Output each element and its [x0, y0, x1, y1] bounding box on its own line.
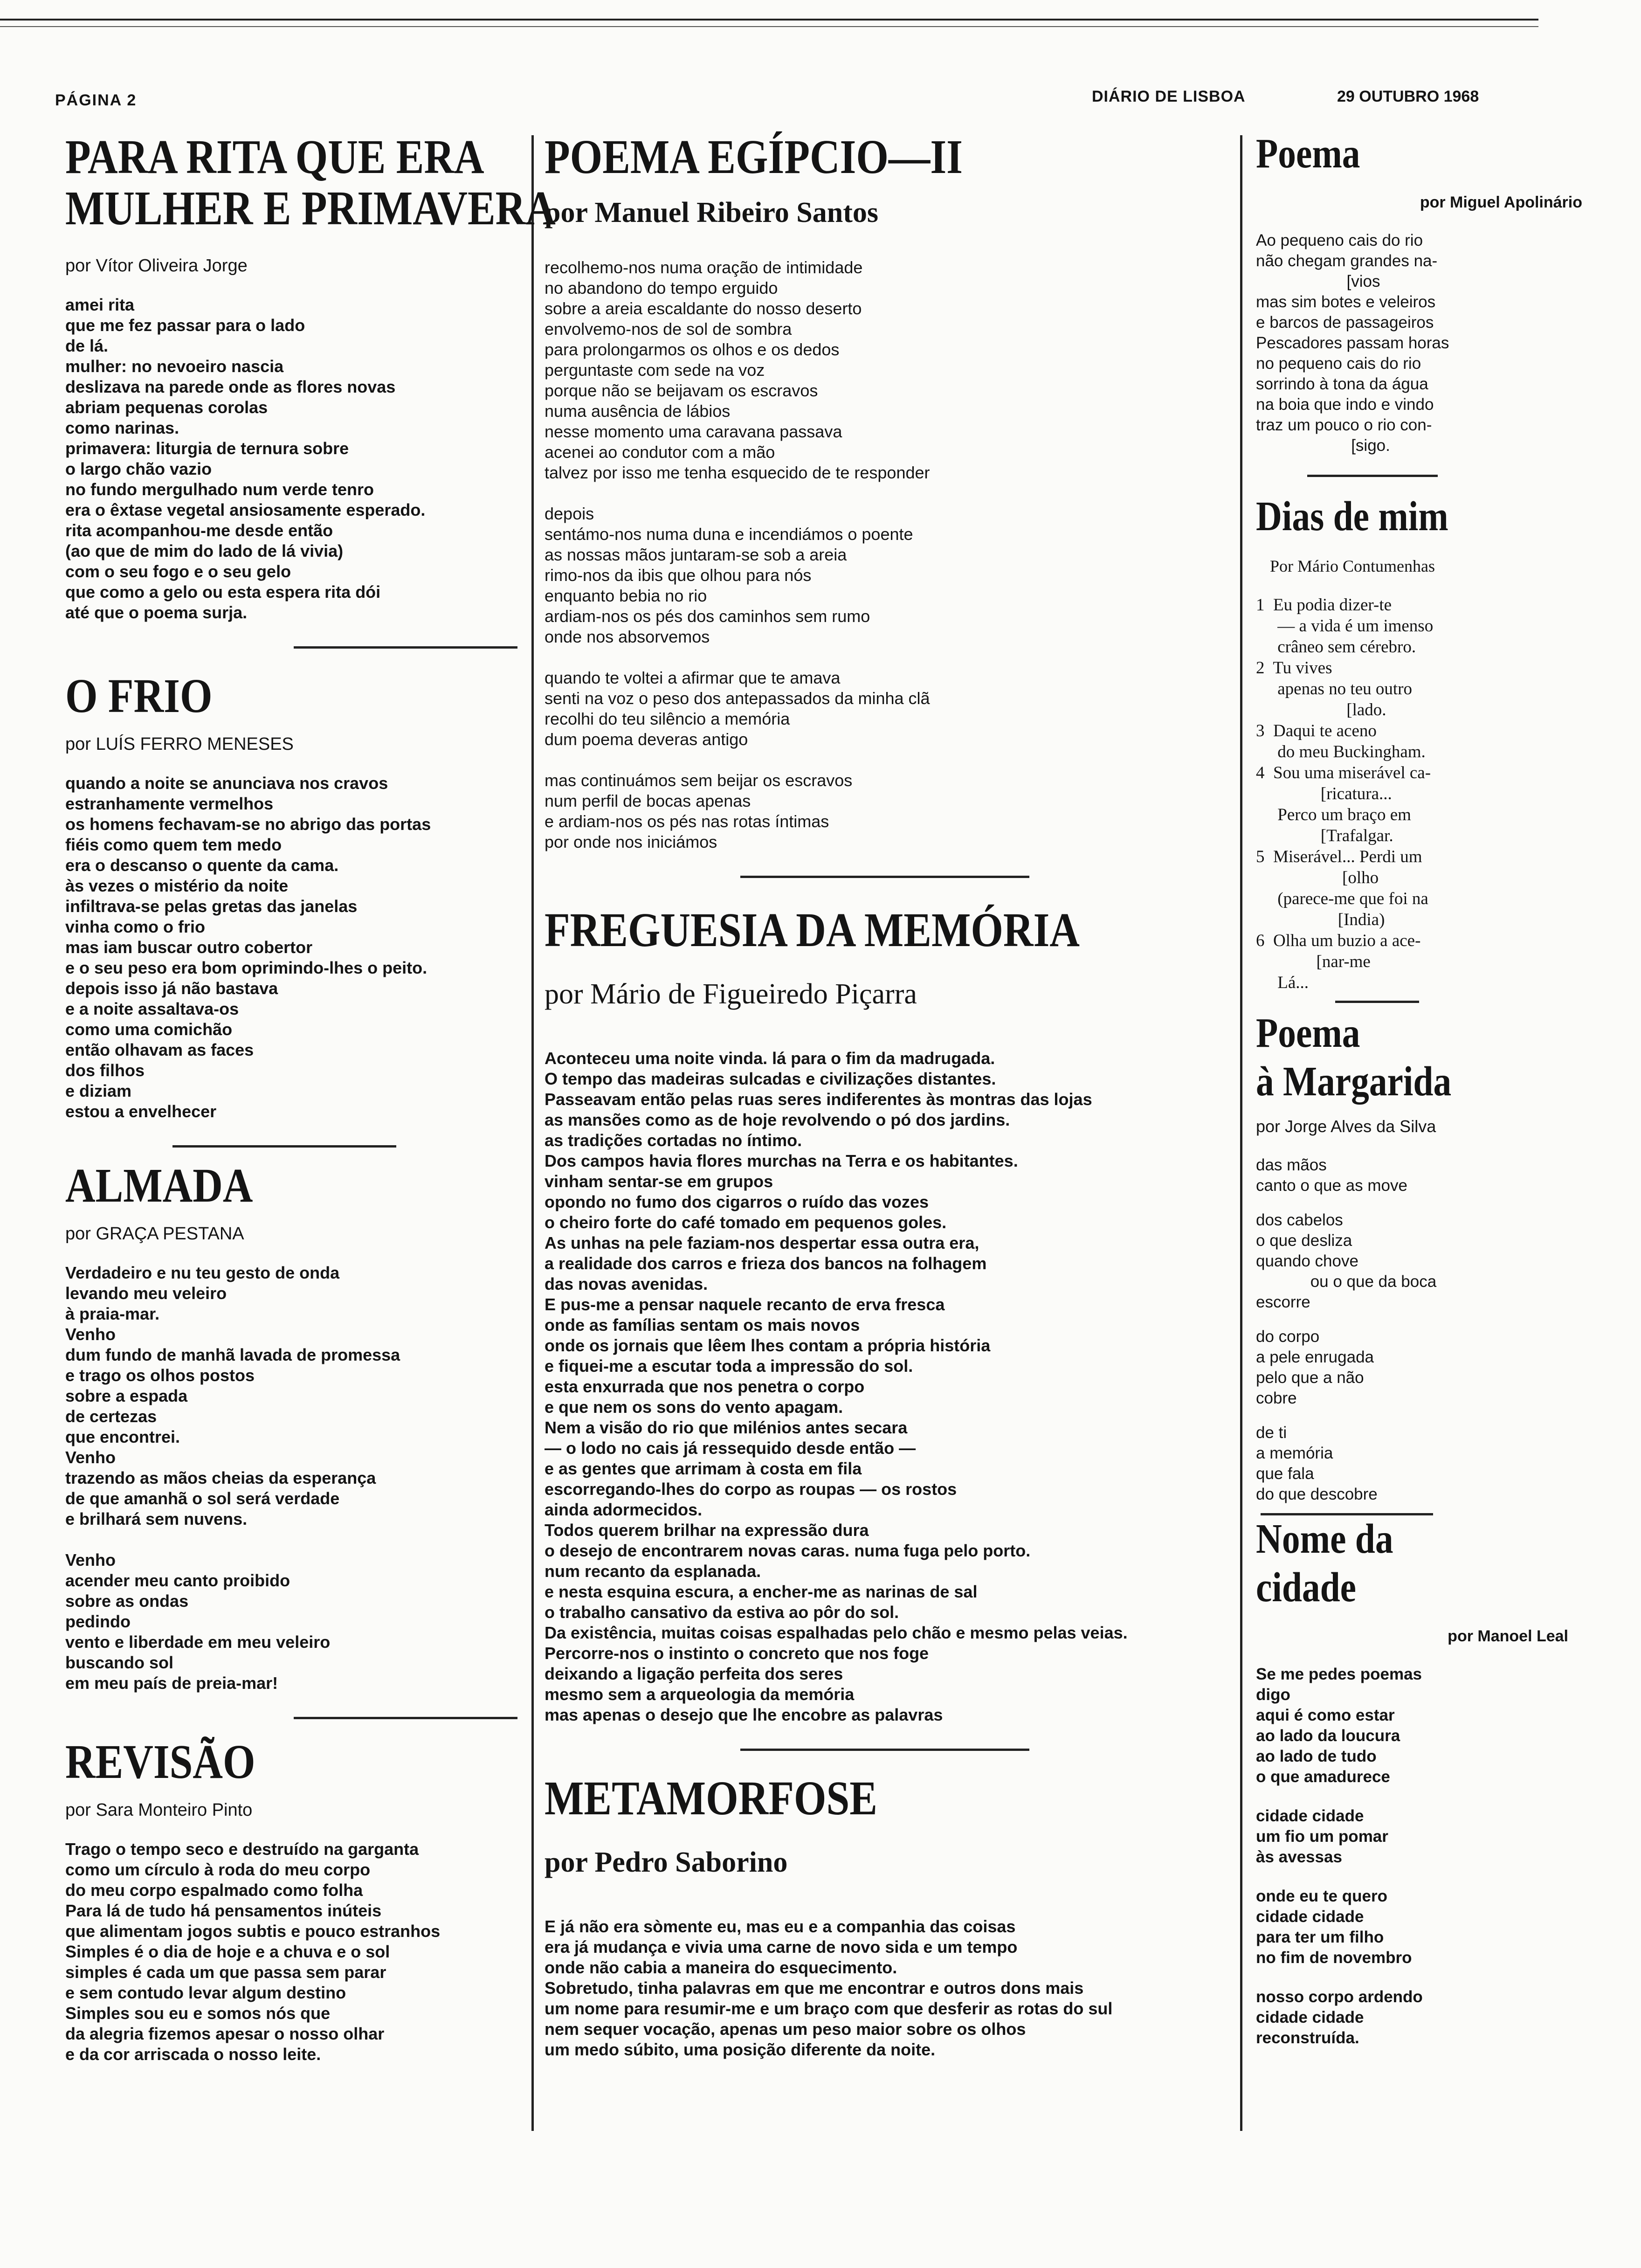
article-metamorfose: [545, 1771, 1230, 2060]
page-number: PÁGINA 2: [55, 91, 137, 109]
section-divider: [740, 1749, 1029, 1751]
poem-text: Aconteceu uma noite vinda. lá para o fim da madrugada. O tempo das madeiras sulcadas e civilizações distantes. Passeavam então pelas ruas seres indiferentes às montras das lojas as mansões como as de hoje revolvendo o pó dos jardins. as tradições cortadas no íntimo. Dos campos havia flores murchas na Terra e os habitantes. vinham sentar-se em grupos opondo no fumo dos cigarros o ruído das vozes o cheiro forte do café tomado em pequenos goles. As unhas na pele faziam-nos despertar essa outra era, a realidade dos carros e frieza dos bancos na folhagem das novas avenidas. E pus-me a pensar naquele recanto de erva fresca onde as famílias sentam os mais novos onde os jornais que lêem lhes contam a própria história e fiquei-me a escutar toda a impressão do sol. esta enxurrada que nos penetra o corpo e que nem os sons do vento apagam. Nem a visão do rio que milénios antes secara — o lodo no cais já ressequido desde então — e as gentes que arrimam à costa em fila escorregando-lhes do corpo as roupas — os rostos ainda adormecidos. Todos querem brilhar na expressão dura o desejo de encontrarem novas caras. numa fuga pelo porto. num recanto da esplanada. e nesta esquina escura, a encher-me as narinas de sal o trabalho cansativo da estiva ao pôr do sol. Da existência, muitas coisas espalhadas pelo chão e mesmo pelas veias. Percorre-nos o instinto o concreto que nos foge deixando a ligação perfeita dos seres mesmo sem a arqueologia da memória mas apenas o desejo que lhe encobre as palavras: [545, 1049, 1128, 1724]
poem-text-stanza-4: mas continuámos sem beijar os escravos num perfil de bocas apenas e ardiam-nos os pés nas rotas íntimas por onde nos iniciámos: [545, 771, 853, 851]
poem-text-stanza-2: dos cabelos o que desliza quando chove ou o que da boca escorre: [1256, 1211, 1437, 1311]
poem-text-stanza-3: quando te voltei a afirmar que te amava senti na voz o peso dos antepassados da minha clã recolhi do teu silêncio a memória dum poema deveras antigo: [545, 668, 930, 749]
poem-text-stanza-2: depois sentámo-nos numa duna e incendiámos o poente as nossas mãos juntaram-se sob a areia rimo-nos da ibis que olhou para nós enquanto bebia no rio ardiam-nos os pés dos caminhos sem rumo onde nos absorvemos: [545, 504, 913, 646]
section-divider: [294, 1717, 517, 1719]
poem-text: Se me pedes poemas digo aqui é como estar ao lado da loucura ao lado de tudo o que amadurece: [1256, 1665, 1422, 1786]
poem-text-stanza-2: Venho acender meu canto proibido sobre as ondas pedindo vento e liberdade em meu veleiro buscando sol em meu país de preia-mar!: [65, 1550, 331, 1693]
article-byline: por Manoel Leal: [1448, 1627, 1568, 1645]
poem-text-stanza-4: de ti a memória que fala do que descobre: [1256, 1424, 1378, 1503]
poem-text-stanza-3: do corpo a pele enrugada pelo que a não cobre: [1256, 1328, 1374, 1407]
article-byline: Por Mário Contumenhas: [1270, 557, 1435, 575]
article-poema: [1256, 133, 1582, 456]
article-byline: por Vítor Oliveira Jorge: [65, 256, 248, 276]
section-divider: [1335, 1001, 1419, 1003]
poem-text: amei rita que me fez passar para o lado de lá. mulher: no nevoeiro nascia deslizava na parede onde as flores novas abriam pequenas corolas como narinas. primavera: liturgia de ternura sobre o largo chão vazio no fundo mergulhado num verde tenro era o êxtase vegetal ansiosamente esperado. rita acompanhou-me desde então (ao que de mim do lado de lá vivia) com o seu fogo e o seu gelo que como a gelo ou esta espera rita dói até que o poema surja.: [65, 295, 426, 622]
article-title: O FRIO: [65, 669, 213, 723]
section-divider: [740, 876, 1029, 878]
poem-text: Verdadeiro e nu teu gesto de onda levando meu veleiro à praia-mar. Venho dum fundo de manhã lavada de promessa e trago os olhos postos sobre a espada de certezas que encontrei. Venho trazendo as mãos cheias da esperança de que amanhã o sol será verdade e brilhará sem nuvens.: [65, 1263, 400, 1528]
article-title: Nome da: [1256, 1516, 1393, 1562]
article-nome-da-cidade: [1256, 1518, 1582, 2048]
article-byline: por Jorge Alves da Silva: [1256, 1117, 1436, 1136]
article-title: POEMA EGÍPCIO—II: [545, 130, 963, 184]
article-frio: [65, 669, 522, 1122]
article-byline: por GRAÇA PESTANA: [65, 1224, 244, 1244]
section-divider: [294, 646, 517, 649]
article-title: PARA RITA QUE ERA: [65, 130, 484, 184]
top-border-line-thin: [0, 26, 1538, 27]
article-title: ALMADA: [65, 1159, 253, 1212]
poem-text-stanza-2: cidade cidade um fio um pomar às avessas: [1256, 1807, 1388, 1866]
poem-text: quando a noite se anunciava nos cravos estranhamente vermelhos os homens fechavam-se no abrigo das portas fiéis como quem tem medo era o descanso o quente da cama. às vezes o mistério da noite infiltrava-se pelas gretas das janelas vinha como o frio mas iam buscar outro cobertor e o seu peso era bom oprimindo-lhes o peito. depois isso já não bastava e a noite assaltava-os como uma comichão então olhavam as faces dos filhos e diziam estou a envelhecer: [65, 774, 431, 1121]
article-title: FREGUESIA DA MEMÓRIA: [545, 903, 1080, 957]
poem-text: recolhemo-nos numa oração de intimidade no abandono do tempo erguido sobre a areia escaldante do nosso deserto envolvemo-nos de sol de sombra para prolongarmos os olhos e os dedos perguntaste com sede na voz porque não se beijavam os escravos numa ausência de lábios nesse momento uma caravana passava acenei ao condutor com a mão talvez por isso me tenha esquecido de te responder: [545, 258, 930, 482]
column-3: [1256, 133, 1582, 2048]
article-dias-de-mim: [1256, 493, 1582, 993]
article-poema-margarida: [1256, 1012, 1582, 1505]
article-title: Poema: [1256, 131, 1360, 177]
column-1: [65, 130, 556, 2065]
article-title: REVISÃO: [65, 1735, 255, 1789]
issue-date: 29 OUTUBRO 1968: [1337, 88, 1479, 105]
poem-text: das mãos canto o que as move: [1256, 1156, 1407, 1195]
column-rule-right: [1240, 135, 1242, 2131]
top-border-line: [0, 19, 1538, 21]
poem-text: Trago o tempo seco e destruído na garganta como um círculo à roda do meu corpo do meu corpo espalmado como folha Para lá de tudo há pensamentos inúteis que alimentam jogos subtis e pouco estranhos Simples é o dia de hoje e a chuva e o sol simples é cada um que passa sem parar e sem contudo levar algum destino Simples sou eu e somos nós que da alegria fizemos apesar o nosso olhar e da cor arriscada o nosso leite.: [65, 1839, 441, 2064]
section-divider: [1261, 1513, 1433, 1515]
article-rita: [65, 130, 556, 623]
article-revisao: [65, 1735, 522, 2065]
article-freguesia: [545, 903, 1230, 1725]
column-2: [545, 130, 1230, 2060]
column-rule-left: [531, 135, 534, 2131]
article-title-line-2: à Margarida: [1256, 1058, 1452, 1105]
poem-text: E já não era sòmente eu, mas eu e a companhia das coisas era já mudança e vivia uma carne de novo sida e um tempo onde não cabia a maneira do esquecimento. Sobretudo, tinha palavras em que me encontrar e outros dons mais um nome para resumir-me e um braço com que desferir as rotas do sul nem sequer vocação, apenas um peso maior sobre os olhos um medo súbito, uma posição diferente da noite.: [545, 1917, 1113, 2059]
section-divider: [1307, 475, 1438, 477]
poem-text-stanza-4: nosso corpo ardendo cidade cidade reconstruída.: [1256, 1988, 1423, 2047]
section-divider: [172, 1145, 396, 1148]
poem-text: 1 Eu podia dizer-te — a vida é um imenso crâneo sem cérebro. 2 Tu vives apenas no teu outro [lado. 3 Daqui te aceno do meu Buckingham. 4 Sou uma miserável ca- [ricatura... Perco um braço em [Trafalgar. 5 Miserável... Perdi um [olho (parece-me que foi na [India) 6 Olha um buzio a ace- [nar-me Lá...: [1256, 595, 1434, 992]
poem-text: Ao pequeno cais do rio não chegam grandes na- [vios mas sim botes e veleiros e barcos de passageiros Pescadores passam horas no pequeno cais do rio sorrindo à tona da água na boia que indo e vindo traz um pouco o rio con- [sigo.: [1256, 231, 1449, 455]
article-byline: por Miguel Apolinário: [1420, 194, 1582, 211]
article-title-line-2: MULHER E PRIMAVERA: [65, 181, 556, 235]
article-byline: por Manuel Ribeiro Santos: [545, 197, 878, 228]
article-byline: por LUÍS FERRO MENESES: [65, 734, 294, 754]
article-byline: por Pedro Saborino: [545, 1846, 788, 1878]
article-title-line-2: cidade: [1256, 1564, 1357, 1611]
article-title: Dias de mim: [1256, 493, 1448, 539]
article-almada: [65, 1159, 522, 1694]
article-title: METAMORFOSE: [545, 1771, 877, 1825]
article-title: Poema: [1256, 1010, 1360, 1056]
article-byline: por Mário de Figueiredo Piçarra: [545, 978, 917, 1010]
article-poema-egipcio: [545, 130, 1230, 852]
newspaper-name: DIÁRIO DE LISBOA: [1092, 88, 1246, 105]
poem-text-stanza-3: onde eu te quero cidade cidade para ter um filho no fim de novembro: [1256, 1887, 1412, 1967]
article-byline: por Sara Monteiro Pinto: [65, 1800, 253, 1820]
